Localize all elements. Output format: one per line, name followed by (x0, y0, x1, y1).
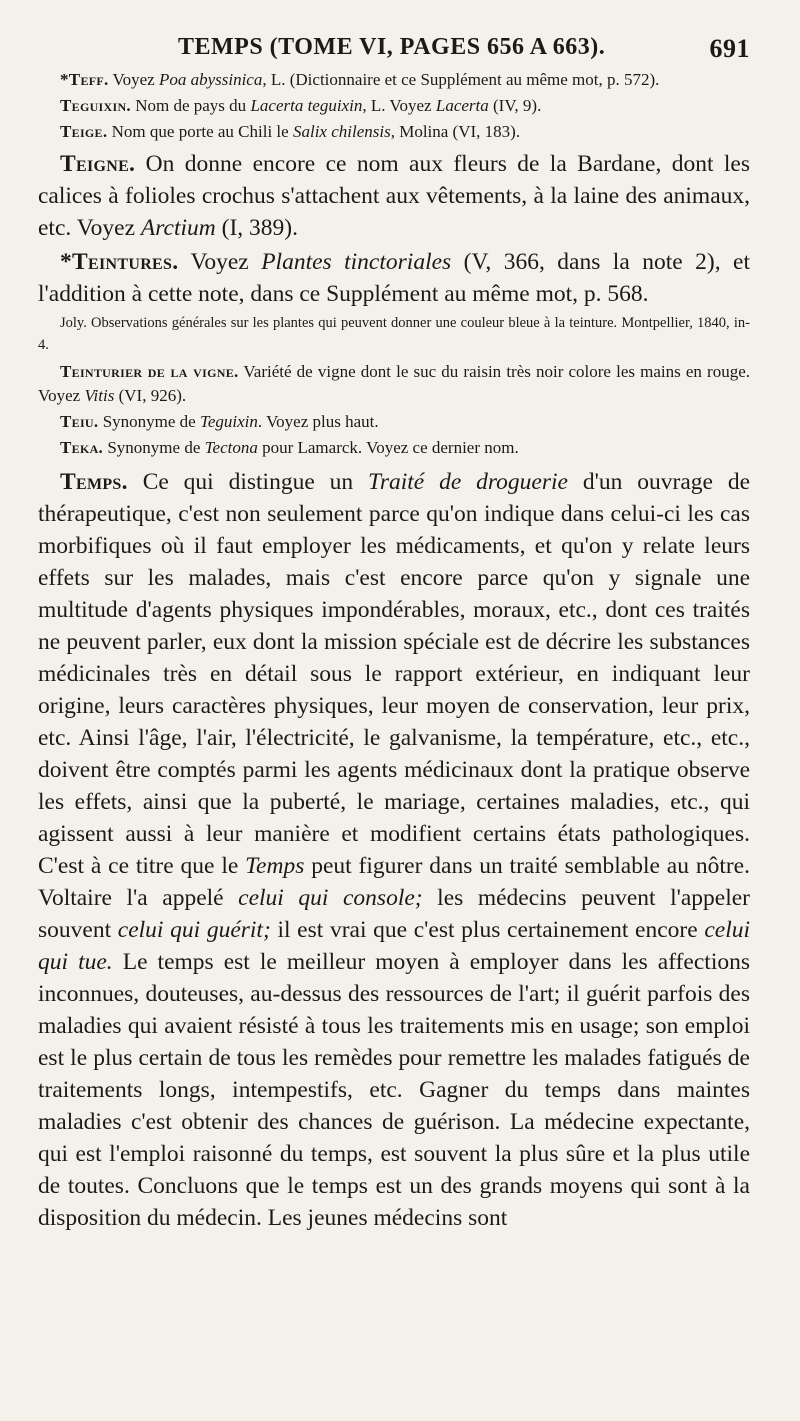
entry-teinturier: Teinturier de la vigne. Variété de vigne dont le suc du raisin très noir colore les mains en rouge. Voyez Vitis (VI, 926). (38, 362, 750, 405)
entry-teguixin: Teguixin. Nom de pays du Lacerta teguixin, L. Voyez Lacerta (IV, 9). (60, 96, 542, 115)
page (38, 28, 750, 1234)
header-title: TEMPS (TOME VI, PAGES 656 A 663). (178, 34, 606, 60)
bibliography-joly: Joly. Observations générales sur les plantes qui peuvent donner une couleur bleue à la teinture. Montpellier, 1840, in-4. (38, 315, 750, 353)
entry-teiu: Teiu. Synonyme de Teguixin. Voyez plus haut. (60, 412, 379, 431)
running-header (38, 28, 750, 68)
entry-teka: Teka. Synonyme de Tectona pour Lamarck. Voyez ce dernier nom. (60, 438, 519, 457)
entry-teige: Teige. Nom que porte au Chili le Salix chilensis, Molina (VI, 183). (60, 122, 521, 141)
entry-teigne: Teigne. On donne encore ce nom aux fleurs de la Bardane, dont les calices à folioles crochus s'attachent aux vêtements, à la laine des animaux, etc. Voyez Arctium (I, 389). (38, 151, 751, 241)
entry-teintures: *Teintures. Voyez Plantes tinctoriales (V, 366, dans la note 2), et l'addition à cette note, dans ce Supplément au même mot, p. 568. (38, 249, 750, 307)
entry-temps: Temps. Ce qui distingue un Traité de droguerie d'un ouvrage de thérapeutique, c'est non seulement parce qu'on indique dans celui-ci les cas morbifiques où il faut employer les médicaments, et qu'on y relate leurs effets sur les malades, mais c'est encore parce qu'on y signale une multitude d'agents physiques impondérables, moraux, etc., dont ces traités ne peuvent parler, eux dont la mission spéciale est de décrire les substances médicinales très en détail sous le rapport extérieur, en indiquant leur origine, leurs caractères physiques, leur moyen de conservation, leur prix, etc. Ainsi l'âge, l'air, l'électricité, le galvanisme, la température, etc., etc., doivent être comptés parmi les agents médicinaux dont la pratique observe les effets, ainsi que la puberté, le mariage, certaines maladies, etc., qui agissent aussi à leur manière et modifient certains états pathologiques. C'est à ce titre que le Temps peut figurer dans un traité semblable au nôtre. Voltaire l'a appelé celui qui console; les médecins peuvent l'appeler souvent celui qui guérit; il est vrai que c'est plus certainement encore celui qui tue. Le temps est le meilleur moyen à employer dans les affections inconnues, douteuses, au-dessus des ressources de l'art; il guérit parfois des maladies qui avaient résisté à tous les traitements mis en usage; son emploi est le plus certain de tous les remèdes pour remettre les malades fatigués de traitements longs, intempestifs, etc. Gagner du temps dans maintes maladies c'est obtenir des chances de guérison. La médecine expectante, qui est l'emploi raisonné du temps, est souvent la plus sûre et la plus utile de toutes. Concluons que le temps est un des grands moyens qui sont à la disposition du médecin. Les jeunes médecins sont (38, 469, 751, 1231)
entry-teff: *Teff. Voyez Poa abyssinica, L. (Dictionnaire et ce Supplément au même mot, p. 572). (60, 70, 660, 89)
page-number: 691 (709, 34, 750, 63)
